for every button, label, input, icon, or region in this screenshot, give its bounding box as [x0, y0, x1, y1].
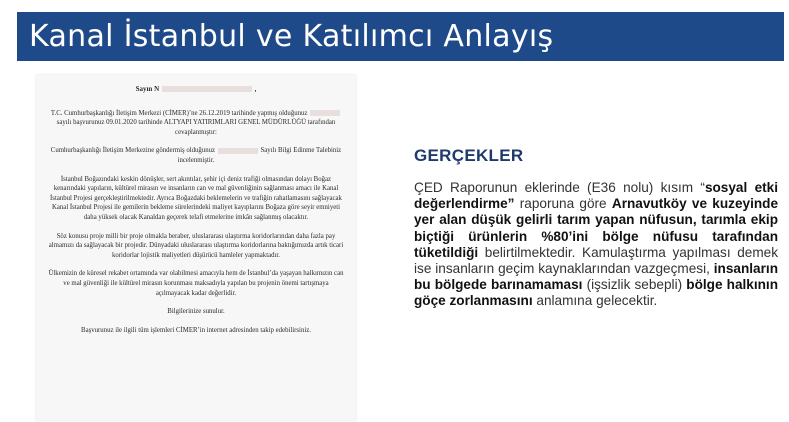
letter-paragraph-2	[48, 146, 344, 165]
title-banner	[17, 12, 784, 61]
letter-p2a: Cumhurbaşkanlığı İletişim Merkezine göndermiş olduğunuz	[50, 147, 216, 155]
letter-p2b: Sayılı Bilgi Edinme Talebiniz incelenmiştir.	[177, 147, 342, 164]
cimer-letter-image	[36, 75, 356, 420]
letter-greeting-tail: ,	[254, 85, 257, 93]
facts-body	[414, 180, 778, 310]
facts-text-1: ÇED Raporunun eklerinde (E36 nolu) kısım “	[414, 180, 705, 195]
facts-text-3: belirtilmektedir. Kamulaştırma yapılması demek ise insanların geçim kaynaklarından vazgeçmesi,	[414, 244, 778, 277]
letter-p1b: sayılı başvurunuz 09.01.2020 tarihinde ALTYAPI YATIRIMLARI GENEL MÜDÜRLÜĞÜ tarafından cevaplanmıştır:	[56, 119, 336, 136]
letter-paragraph-1	[48, 109, 344, 138]
facts-bold-3: insanların bu bölgede barınamaması	[414, 261, 778, 293]
letter-paragraph-4: Söz konusu proje milli bir proje olmakla beraber, uluslararası ulaştırma koridorlarından daha fazla pay almamızı da sağlayacak bir projedir. Dünyadaki uluslararası ulaştırma koridorlarına baktığımızda artık ticari koridorlar lojistik maliyetleri düşürücü hamleler yapmaktadır.	[48, 232, 344, 259]
redacted-number	[218, 148, 258, 154]
facts-section	[414, 146, 778, 310]
letter-paragraph-7: Başvurunuz ile ilgili tüm işlemleri CİMER’in internet adresinden takip edebilirsiniz.	[81, 326, 311, 334]
facts-bold-2: Arnavutköy ve kuzeyinde yer alan düşük gelirli tarım yapan nüfusun, tarımla ekip biçtiği ürünlerin %80’ini bölge nüfusu tarafından tüketildiği	[414, 196, 779, 260]
letter-greeting-text: Sayın N	[135, 85, 160, 93]
facts-text-4: (işsizlik sebepli)	[582, 277, 687, 293]
redacted-number	[310, 110, 340, 116]
facts-heading: GERÇEKLER	[414, 146, 524, 165]
letter-greeting	[48, 85, 344, 95]
facts-bold-1: sosyal etki değerlendirme”	[414, 180, 778, 212]
page-title: Kanal İstanbul ve Katılımcı Anlayış	[29, 19, 554, 54]
letter-paragraph-5: Ülkemizin de küresel rekabet ortamında var olabilmesi amacıyla hem de İstanbul’da yaşayan halkımızın can ve mal güvenliği ile kültürel mirasın korunması maksadıyla yapılan bu projenin önemi tartışmaya açılmayacak kadar değerlidir.	[48, 270, 344, 297]
letter-paragraph-3: İstanbul Boğazındaki keskin dönüşler, sert akıntılar, şehir içi deniz trafiği olmasından dolayı Boğaz kenarındaki yapıların, kültürel mirasın ve insanların can ve mal güvenliğinin sağlanması amacı ile Kanal İstanbul Projesi gerçekleştirilmektedir. Ayrıca Boğazdaki beklemelerin ve trafiğin rahatlamasını sağlayacak Kanal İstanbul Projesi ile gemilerin bekleme sürelerindeki maliyet kayıplarını Boğaza göre seyir emniyeti daha yüksek olacak Kanaldan geçerek telafi etmelerine imkân sağlanmış olacaktır.	[50, 175, 342, 221]
facts-text-5: anlamına gelecektir.	[532, 293, 658, 309]
redacted-name	[162, 86, 252, 92]
letter-paragraph-6: Bilgilerinize sunulur.	[167, 308, 225, 316]
letter-p1a: T.C. Cumhurbaşkanlığı İletişim Merkezi (CİMER)’ne 26.12.2019 tarihinde yapmış olduğunuz	[50, 109, 308, 117]
facts-bold-4: bölge halkının göçe zorlanmasını	[414, 277, 779, 309]
facts-text-2: raporuna göre	[514, 196, 612, 212]
